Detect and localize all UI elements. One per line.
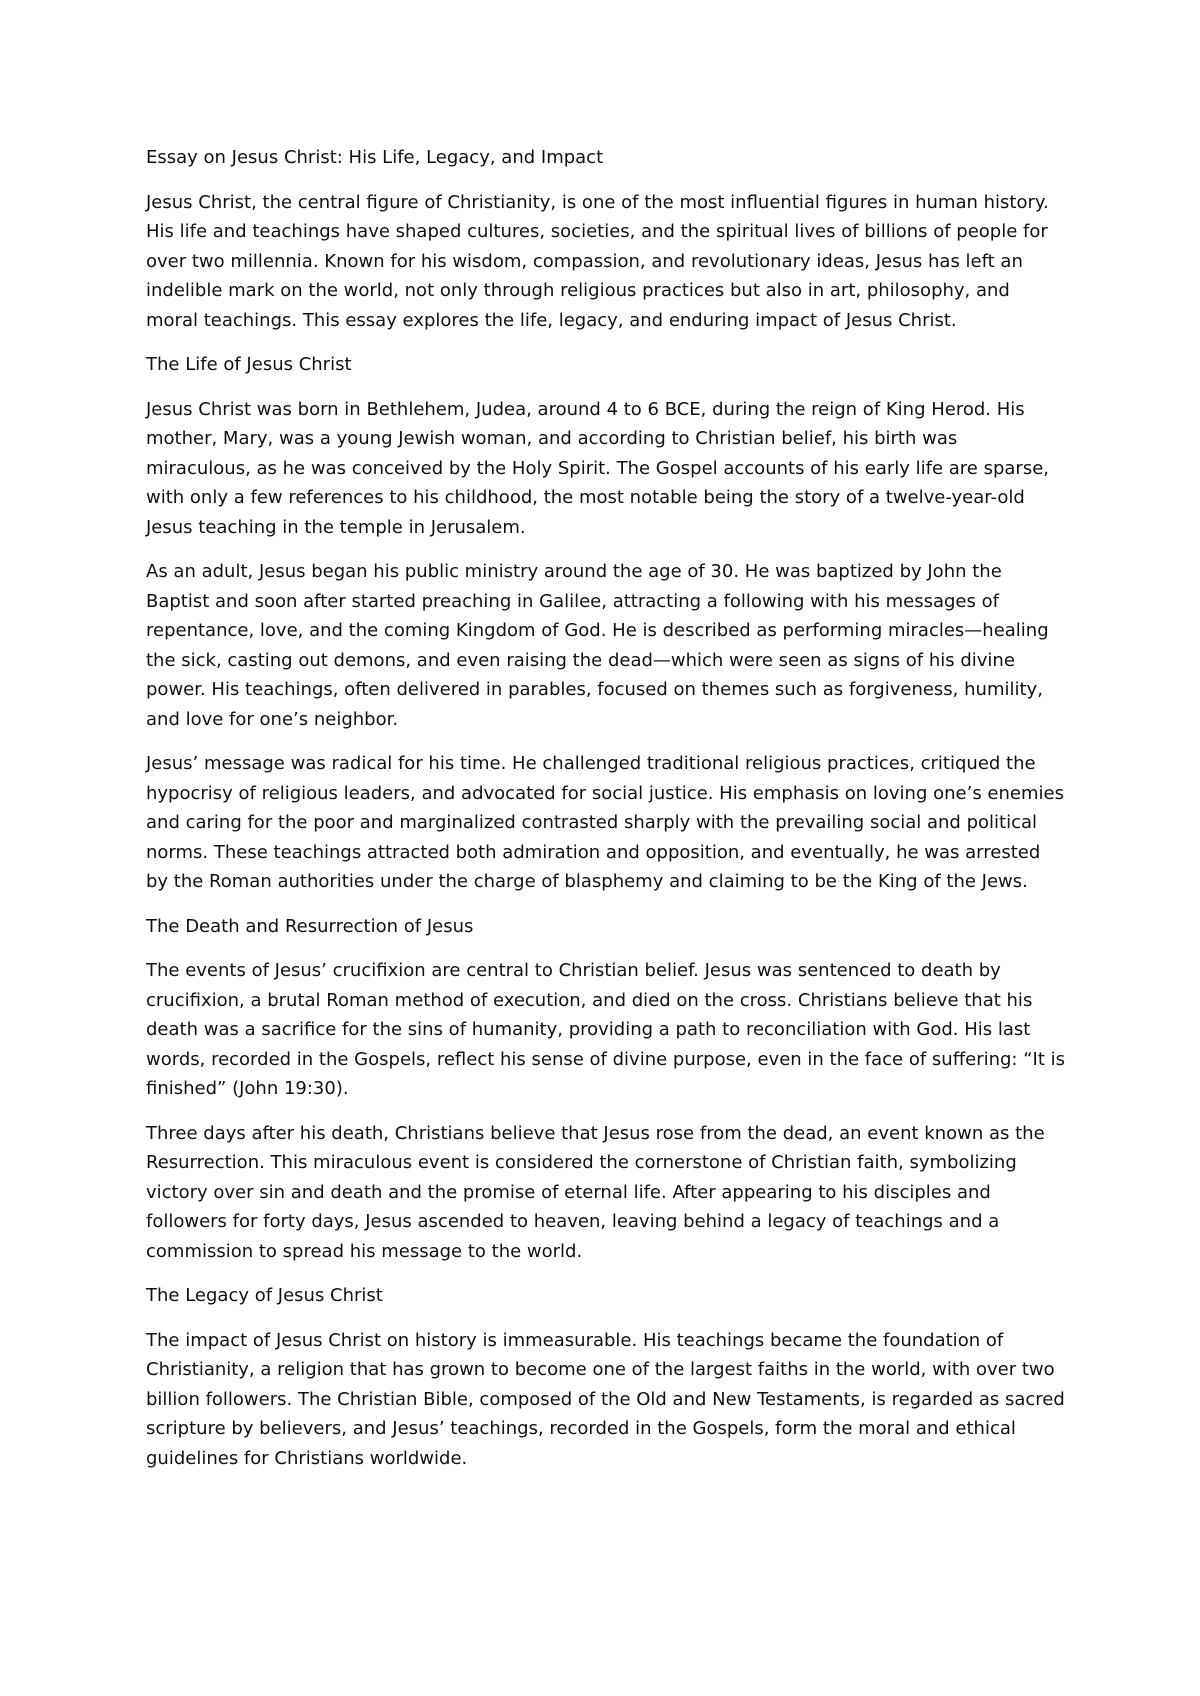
paragraph: Three days after his death, Christians believe that Jesus rose from the dead, an event known as the Resurrection. This miraculous event is considered the cornerstone of Christian faith, symbolizing victory over sin and death and the promise of eternal life. After appearing to his disciples and followers for forty days, Jesus ascended to heaven, leaving behind a legacy of teachings and a commission to spread his message to the world. [146,1122,1045,1262]
paragraph: The impact of Jesus Christ on history is immeasurable. His teachings became the foundation of Christianity, a religion that has grown to become one of the largest faiths in the world, with over two billion followers. The Christian Bible, composed of the Old and New Testaments, is regarded as sacred scripture by believers, and Jesus’ teachings, recorded in the Gospels, form the moral and ethical guidelines for Christians worldwide. [146,1329,1065,1469]
paragraph: The events of Jesus’ crucifixion are central to Christian belief. Jesus was sentenced to death by crucifixion, a brutal Roman method of execution, and died on the cross. Christians believe that his death was a sacrifice for the sins of humanity, providing a path to reconciliation with God. His last words, recorded in the Gospels, reflect his sense of divine purpose, even in the face of suffering: “It is finished” (John 19:30). [146,960,1066,1099]
section-heading-life: The Life of Jesus Christ [146,354,352,375]
document-body [146,143,1066,1488]
intro-paragraph: Jesus Christ, the central figure of Christianity, is one of the most influential figures in human history. His life and teachings have shaped cultures, societies, and the spiritual lives of billions of people for over two millennia. Known for his wisdom, compassion, and revolutionary ideas, Jesus has left an indelible mark on the world, not only through religious practices but also in art, philosophy, and moral teachings. This essay explores the life, legacy, and enduring impact of Jesus Christ. [146,191,1049,331]
section-heading-death-resurrection: The Death and Resurrection of Jesus [146,915,474,937]
section-heading-legacy: The Legacy of Jesus Christ [146,1285,383,1306]
paragraph: Jesus’ message was radical for his time. He challenged traditional religious practices, critiqued the hypocrisy of religious leaders, and advocated for social justice. His emphasis on loving one’s enemies and caring for the poor and marginalized contrasted sharply with the prevailing social and political norms. These teachings attracted both admiration and opposition, and eventually, he was arrested by the Roman authorities under the charge of blasphemy and claiming to be the King of the Jews. [146,753,1064,892]
document-title: Essay on Jesus Christ: His Life, Legacy, and Impact [146,147,604,168]
paragraph: As an adult, Jesus began his public ministry around the age of 30. He was baptized by John the Baptist and soon after started preaching in Galilee, attracting a following with his messages of repentance, love, and the coming Kingdom of God. He is described as performing miracles—healing the sick, casting out demons, and even raising the dead—which were seen as signs of his divine power. His teachings, often delivered in parables, focused on themes such as forgiveness, humility, and love for one’s neighbor. [146,561,1049,730]
paragraph: Jesus Christ was born in Bethlehem, Judea, around 4 to 6 BCE, during the reign of King Herod. His mother, Mary, was a young Jewish woman, and according to Christian belief, his birth was miraculous, as he was conceived by the Holy Spirit. The Gospel accounts of his early life are sparse, with only a few references to his childhood, the most notable being the story of a twelve-year-old Jesus teaching in the temple in Jerusalem. [146,398,1050,538]
